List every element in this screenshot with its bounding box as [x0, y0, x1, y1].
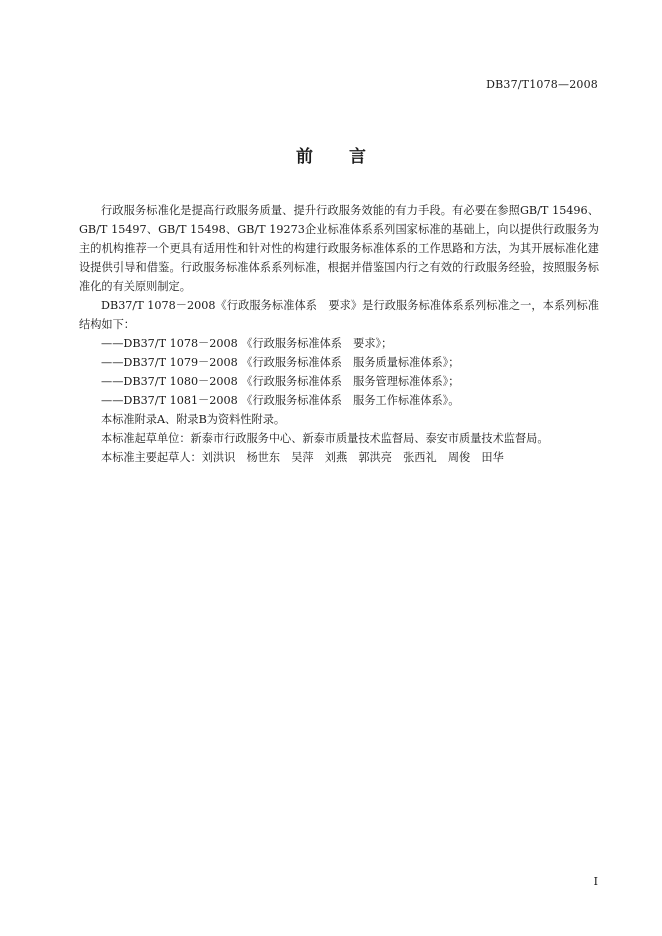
appendix-note: 本标准附录A、附录B为资料性附录。: [101, 413, 286, 426]
foreword-body: [79, 201, 599, 467]
page-title: [0, 142, 662, 167]
title-char-1: 前: [296, 147, 313, 167]
document-code: DB37/T1078—2008: [486, 78, 598, 91]
page-number: I: [593, 875, 598, 888]
paragraph-intro: 行政服务标准化是提高行政服务质量、提升行政服务效能的有力手段。有必要在参照GB/T 15496、GB/T 15497、GB/T 15498、GB/T 19273企业标准体系系列国家标准的基础上，向以提供行政服务为主的机构推荐一个更具有适用性和针对性的构建行政服务标准体系的工作思路和方法，为其开展标准化建设提供引导和借鉴。行政服务标准体系系列标准，根据并借鉴国内行之有效的行政服务经验，按照服务标准化的有关原则制定。: [79, 204, 599, 293]
list-item: ——DB37/T 1079－2008 《行政服务标准体系 服务质量标准体系》；: [101, 356, 460, 369]
title-char-2: 言: [349, 147, 366, 167]
list-item: ——DB37/T 1081－2008 《行政服务标准体系 服务工作标准体系》。: [101, 394, 460, 407]
drafters-list: 本标准主要起草人：刘洪识 杨世东 吴萍 刘燕 郭洪亮 张西礼 周俊 田华: [101, 451, 504, 464]
drafting-units: 本标准起草单位：新泰市行政服务中心、新泰市质量技术监督局、泰安市质量技术监督局。: [101, 432, 549, 445]
list-item: ——DB37/T 1078－2008 《行政服务标准体系 要求》；: [101, 337, 393, 350]
paragraph-series: DB37/T 1078－2008《行政服务标准体系 要求》是行政服务标准体系系列标准之一，本系列标准结构如下：: [79, 299, 599, 331]
list-item: ——DB37/T 1080－2008 《行政服务标准体系 服务管理标准体系》；: [101, 375, 460, 388]
